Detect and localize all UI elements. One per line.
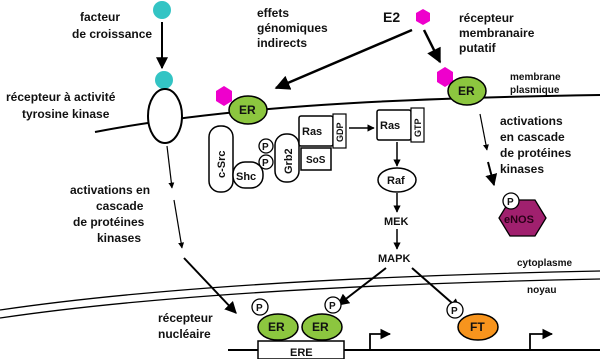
ere-label: ERE: [290, 347, 313, 359]
estrogen-icon: [416, 9, 430, 25]
effets-label-2: génomiques: [257, 21, 328, 35]
ras-gtp-ras-label: Ras: [380, 120, 401, 132]
facteur-label-1: facteur: [80, 10, 121, 24]
csrc-label: c-Src: [216, 150, 228, 178]
ras-gdp-ras-label: Ras: [302, 126, 323, 138]
membrane-label-1: membrane: [510, 72, 561, 83]
growth-factor-icon: [153, 1, 171, 19]
act-left-label-1: activations en: [70, 183, 151, 197]
mapk-label: MAPK: [378, 253, 411, 265]
act-right-label-1: activations: [500, 114, 563, 128]
estrogen-bound-left-icon: [216, 86, 232, 106]
act-left-label-4: kinases: [97, 231, 142, 245]
act-left-label-3: de protéines: [73, 215, 145, 229]
er-nuclear-left-label: ER: [268, 320, 285, 334]
recepteur-mem-label-2: membranaire: [459, 26, 535, 40]
transcription-arrow-2: [530, 334, 552, 350]
gdp-label: GDP: [335, 122, 345, 142]
phospho-er-left-label: P: [256, 303, 263, 314]
arrow-cascade-left-2: [174, 200, 182, 248]
effets-label-3: indirects: [257, 36, 308, 50]
ft-label: FT: [470, 320, 485, 334]
arrow-cascade-left-1: [167, 146, 172, 188]
phospho-er-right-label: P: [329, 301, 336, 312]
arrow-cascade-right-1: [480, 114, 487, 150]
act-right-label-4: kinases: [500, 162, 545, 176]
facteur-label-2: de croissance: [72, 27, 153, 41]
rtk-receptor: [148, 89, 182, 143]
mek-label: MEK: [384, 216, 409, 228]
rtk-label-2: tyrosine kinase: [22, 107, 110, 121]
cytoplasme-label: cytoplasme: [517, 258, 573, 269]
arrow-cascade-left-3: [184, 258, 236, 313]
raf-label: Raf: [387, 175, 405, 187]
noyau-label: noyau: [527, 285, 557, 296]
growth-factor-bound-icon: [155, 71, 173, 89]
sos-label: SoS: [306, 155, 326, 166]
act-right-label-3: de protéines: [500, 146, 572, 160]
recepteur-mem-label-1: récepteur: [459, 11, 514, 25]
act-right-label-2: en cascade: [500, 130, 565, 144]
transcription-arrow-1: [370, 334, 390, 350]
nuc-label-2: nucléaire: [158, 327, 211, 341]
grb2-label: Grb2: [283, 148, 295, 174]
e2-label: E2: [383, 9, 401, 25]
phospho-shc-2-label: P: [262, 158, 269, 169]
nuc-label-1: récepteur: [158, 311, 213, 325]
membrane-label-2: plasmique: [510, 85, 560, 96]
phospho-ft-label: P: [451, 306, 458, 317]
phospho-enos-label: P: [507, 197, 514, 208]
er-membrane-right-label: ER: [458, 84, 475, 98]
shc-label: Shc: [236, 171, 257, 183]
effets-label-1: effets: [257, 6, 290, 20]
arrow-e2-to-putative-receptor: [424, 30, 440, 62]
gtp-label: GTP: [413, 118, 423, 137]
phospho-shc-1-label: P: [262, 142, 269, 153]
er-membrane-left-label: ER: [239, 103, 256, 117]
act-left-label-2: cascade: [96, 199, 144, 213]
enos-label: eNOS: [504, 214, 534, 226]
recepteur-mem-label-3: putatif: [459, 41, 496, 55]
er-nuclear-right-label: ER: [312, 320, 329, 334]
rtk-label-1: récepteur à activité: [6, 90, 116, 104]
arrow-cascade-right-2: [488, 162, 494, 185]
